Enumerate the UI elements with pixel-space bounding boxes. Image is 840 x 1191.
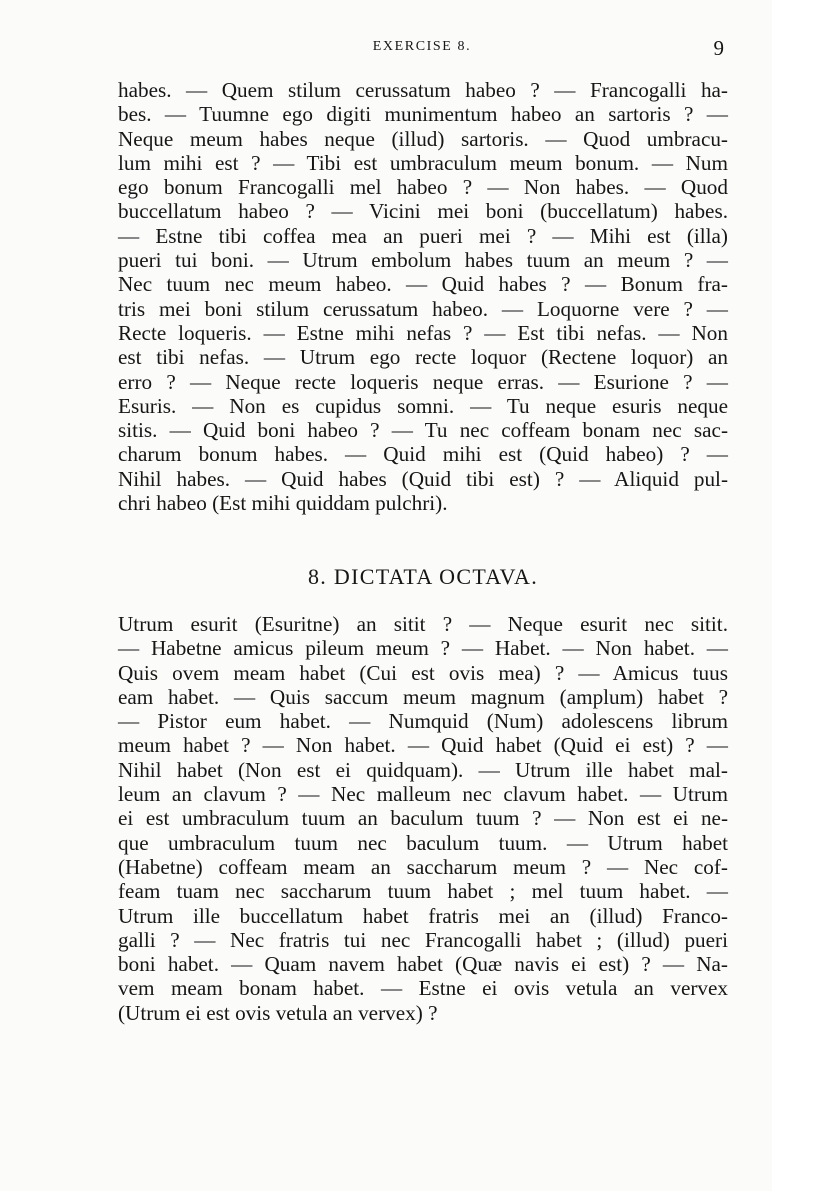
text-line: est tibi nefas. — Utrum ego recte loquor (Rectene loquor) an [118,345,728,370]
text-line: (Utrum ei est ovis vetula an vervex) ? [118,1000,438,1025]
text-line: galli ? — Nec fratris tui nec Francogalli habet ; (illud) pueri [118,927,728,952]
text-line: — Habetne amicus pileum meum ? — Habet. — Non habet. — [118,636,728,661]
text-line: ego bonum Francogalli mel habeo ? — Non habes. — Quod [118,175,728,200]
section-heading: 8. DICTATA OCTAVA. [308,564,538,589]
text-line: Esuris. — Non es cupidus somni. — Tu neque esuris neque [118,393,728,418]
text-line: Utrum ille buccellatum habet fratris mei an (illud) Franco- [118,903,728,928]
page-number: 9 [713,36,724,60]
text-line: — Pistor eum habet. — Numquid (Num) adolescens librum [118,709,728,734]
text-line: vem meam bonam habet. — Estne ei ovis vetula an vervex [118,976,728,1001]
text-line: erro ? — Neque recte loqueris neque erras. — Esurione ? — [118,369,728,394]
running-head [118,36,726,60]
text-line: Quis ovem meam habet (Cui est ovis mea) ? — Amicus tuus [118,660,728,685]
text-line: Nihil habes. — Quid habes (Quid tibi est) ? — Aliquid pul- [118,466,728,491]
text-line: sitis. — Quid boni habeo ? — Tu nec coffeam bonam nec sac- [118,418,728,443]
text-line: Utrum esurit (Esuritne) an sitit ? — Neque esurit nec sitit. [118,612,728,636]
text-line: bes. — Tuumne ego digiti munimentum habeo an sartoris ? — [118,102,728,127]
text-line: Neque meum habes neque (illud) sartoris. — Quod umbracu- [118,126,728,151]
text-line: eam habet. — Quis saccum meum magnum (amplum) habet ? [118,684,728,709]
text-line: charum bonum habes. — Quid mihi est (Quid habeo) ? — [118,442,728,467]
text-line: ei est umbraculum tuum an baculum tuum ? — Non est ei ne- [118,806,728,831]
text-line: meum habet ? — Non habet. — Quid habet (Quid ei est) ? — [118,733,728,758]
text-line: buccellatum habeo ? — Vicini mei boni (buccellatum) habes. [118,199,728,224]
text-line: habes. — Quem stilum cerussatum habeo ? — Francogalli ha- [118,78,728,102]
text-line: Recte loqueris. — Estne mihi nefas ? — Est tibi nefas. — Non [118,320,728,345]
exercise-text-block [118,78,728,515]
text-line: — Estne tibi coffea mea an pueri mei ? — Mihi est (illa) [118,223,728,248]
dictation-text-block [118,612,728,1025]
text-line: feam tuam nec saccharum tuum habet ; mel tuum habet. — [118,879,728,904]
text-line: Nec tuum nec meum habeo. — Quid habes ? — Bonum fra- [118,272,728,297]
text-line: boni habet. — Quam navem habet (Quæ navis ei est) ? — Na- [118,952,728,977]
text-line: tris mei boni stilum cerussatum habeo. — Loquorne vere ? — [118,296,728,321]
running-title: EXERCISE 8. [372,39,472,54]
text-line: leum an clavum ? — Nec malleum nec clavum habet. — Utrum [118,782,728,807]
text-line: pueri tui boni. — Utrum embolum habes tuum an meum ? — [118,248,728,273]
text-line: Nihil habet (Non est ei quidquam). — Utrum ille habet mal- [118,757,728,782]
text-line: chri habeo (Est mihi quiddam pulchri). [118,491,448,516]
text-line: (Habetne) coffeam meam an saccharum meum ? — Nec cof- [118,854,728,879]
text-line: lum mihi est ? — Tibi est umbraculum meum bonum. — Num [118,150,728,175]
text-line: que umbraculum tuum nec baculum tuum. — Utrum habet [118,830,728,855]
